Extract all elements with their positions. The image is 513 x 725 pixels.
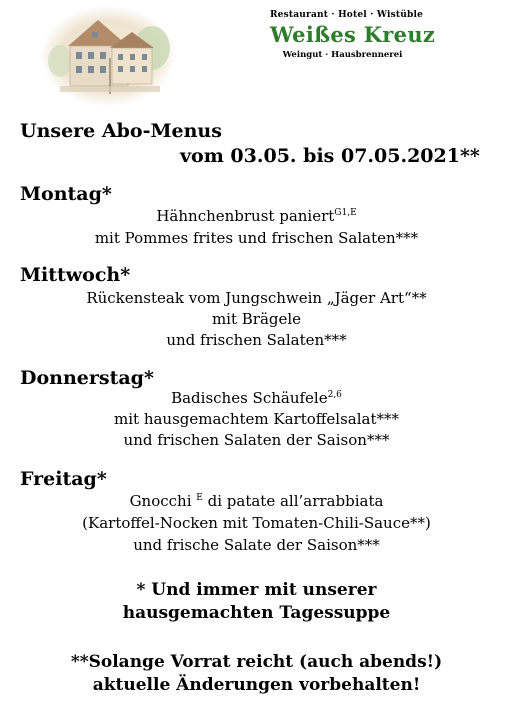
montag-allergen-codes: G1,E xyxy=(334,208,357,218)
mittwoch-dish-line-2: mit Brägele xyxy=(211,310,302,328)
brand-tagline-bottom: Weingut · Hausbrennerei xyxy=(282,50,403,60)
donnerstag-dish-line-2: mit hausgemachtem Kartoffelsalat*** xyxy=(114,410,399,428)
restaurant-brand xyxy=(270,10,436,60)
day-heading-freitag: Freitag* xyxy=(20,468,107,490)
montag-dish-line-1 xyxy=(0,207,513,225)
freitag-dish-name-end: di patate all’arrabbiata xyxy=(202,492,384,510)
footer-availability-note: **Solange Vorrat reicht (auch abends!) xyxy=(70,652,443,672)
brand-tagline-top: Restaurant · Hotel · Wistüble xyxy=(270,10,424,20)
freitag-dish-line-1 xyxy=(0,492,513,510)
footer-soup-note-line-2: hausgemachten Tagessuppe xyxy=(122,603,391,623)
mittwoch-dish-line-3: und frischen Salaten*** xyxy=(166,331,347,349)
freitag-dish-line-2: (Kartoffel-Nocken mit Tomaten-Chili-Sauce**) xyxy=(82,514,431,532)
day-heading-donnerstag: Donnerstag* xyxy=(20,367,154,389)
hotel-image xyxy=(40,6,176,106)
mittwoch-dish-line-1: Rückensteak vom Jungschwein „Jäger Art“** xyxy=(86,289,427,307)
day-heading-mittwoch: Mittwoch* xyxy=(20,264,131,286)
footer-soup-note-line-1: * Und immer mit unserer xyxy=(136,580,377,600)
brand-name: Weißes Kreuz xyxy=(270,22,436,47)
header xyxy=(0,0,513,110)
freitag-allergen-codes: E xyxy=(196,493,203,503)
freitag-dish-name-start: Gnocchi xyxy=(129,492,197,510)
montag-dish-name: Hähnchenbrust paniert xyxy=(156,207,335,225)
donnerstag-dish-line-1 xyxy=(0,389,513,407)
footer-changes-note: aktuelle Änderungen vorbehalten! xyxy=(92,675,421,695)
menu-date-range: vom 03.05. bis 07.05.2021** xyxy=(180,145,480,167)
donnerstag-dish-name: Badisches Schäufele xyxy=(171,389,328,407)
day-heading-montag: Montag* xyxy=(20,183,112,205)
montag-dish-line-2: mit Pommes frites und frischen Salaten*** xyxy=(94,229,419,247)
donnerstag-dish-line-3: und frischen Salaten der Saison*** xyxy=(123,431,390,449)
donnerstag-allergen-codes: 2,6 xyxy=(327,390,342,400)
freitag-dish-line-3: und frische Salate der Saison*** xyxy=(133,536,380,554)
menu-title: Unsere Abo-Menus xyxy=(20,120,222,142)
